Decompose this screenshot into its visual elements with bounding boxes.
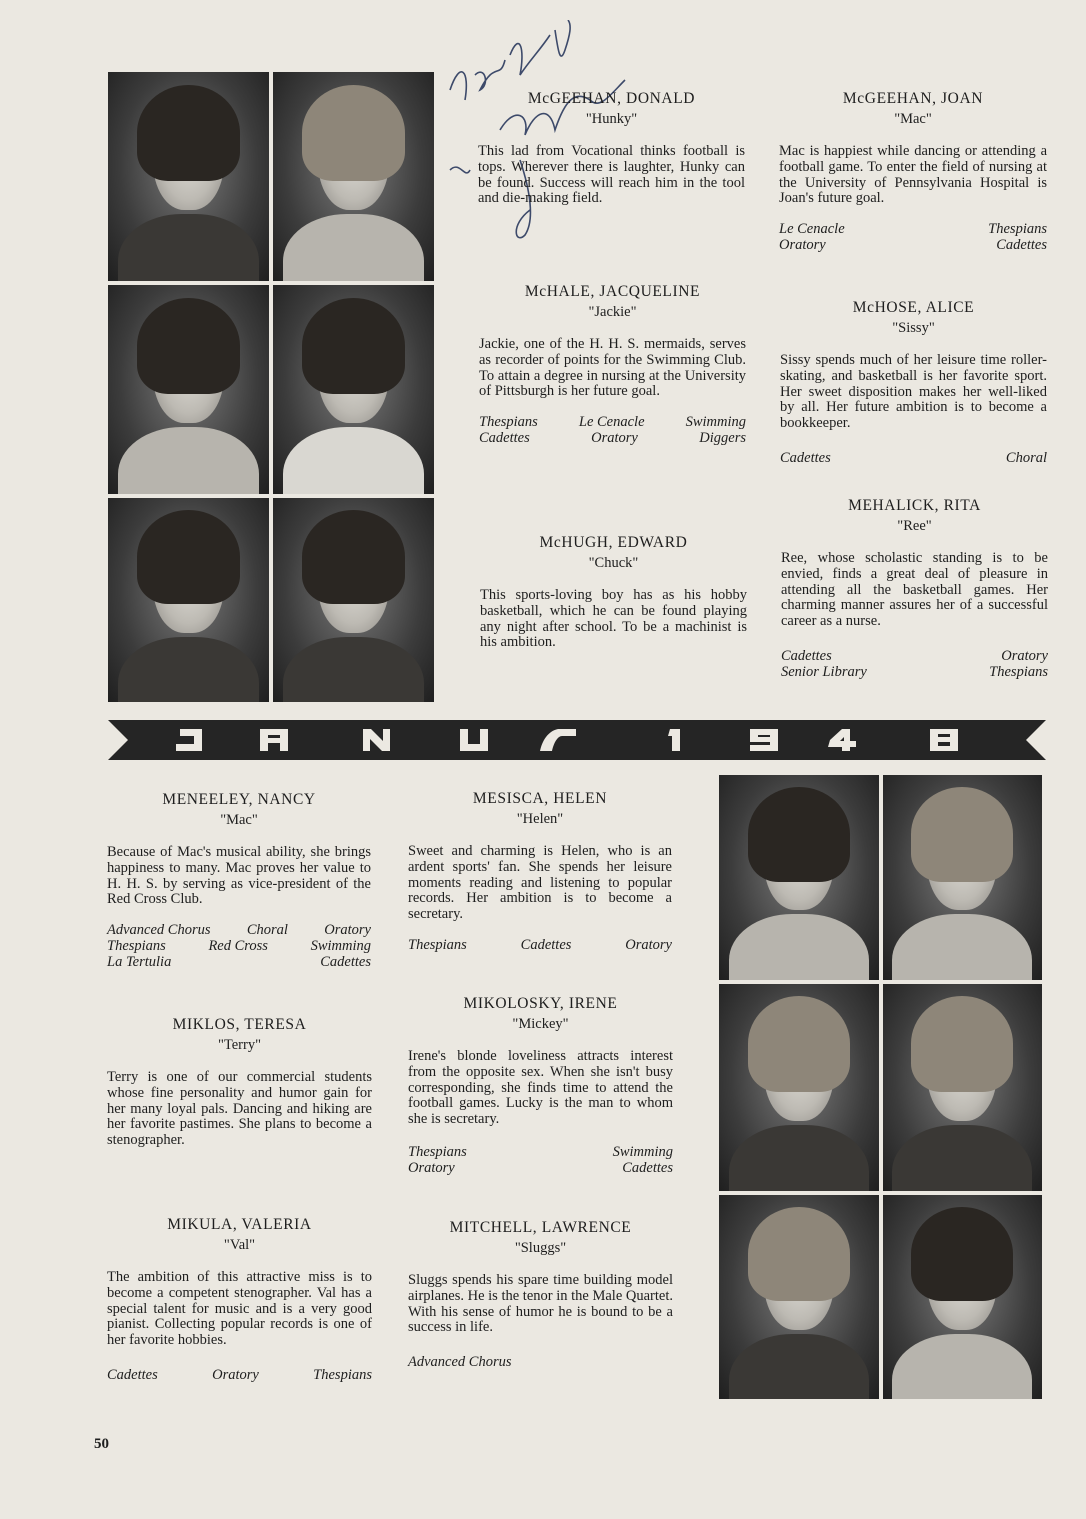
portrait-mikula-valeria	[719, 1195, 879, 1399]
portrait-mcgeehan-joan	[273, 72, 434, 281]
activity: Swimming	[310, 938, 371, 955]
student-nickname: "Mickey"	[512, 1016, 569, 1032]
activity: Thespians	[479, 414, 538, 431]
activity: Cadettes	[996, 237, 1047, 254]
activity: La Tertulia	[107, 954, 172, 971]
student-bio: This sports-loving boy has as his hobby basketball, which he can be found playing any night after school. To be a machinist is his ambition.	[480, 587, 747, 651]
student-name: MIKLOS, TERESA	[172, 1016, 307, 1033]
activity: Thespians	[107, 938, 166, 955]
portrait-mchale-jacqueline	[108, 285, 269, 494]
entry-meneeley-nancy	[107, 791, 371, 970]
entry-mesisca-helen	[408, 790, 672, 953]
student-nickname: "Mac"	[894, 111, 932, 127]
student-nickname: "Jackie"	[588, 304, 637, 320]
activity: Oratory	[591, 430, 638, 447]
activity: Thespians	[989, 663, 1048, 680]
activities-list	[779, 221, 1047, 253]
portrait-mitchell-lawrence	[883, 1195, 1043, 1399]
activity: Thespians	[408, 936, 467, 953]
activity: Cadettes	[780, 449, 831, 466]
activity: Oratory	[1001, 647, 1048, 664]
month-banner	[108, 720, 1046, 760]
entry-mehalick-rita	[781, 497, 1048, 680]
student-nickname: "Chuck"	[588, 555, 639, 571]
student-bio: Jackie, one of the H. H. S. mermaids, serves as recorder of points for the Swimming Club. To attain a degree in nursing at the University of Pittsburgh is her future goal.	[479, 336, 746, 400]
entry-mchose-alice	[780, 299, 1047, 466]
activities-list	[780, 450, 1047, 466]
student-bio: Because of Mac's musical ability, she brings happiness to many. Mac proves her value to H. H. S. by serving as vice-president of the Red Cross Club.	[107, 844, 371, 908]
student-bio: The ambition of this attractive miss is to become a competent stenographer. Val has a special talent for music and is a very good pianist. Collecting popular records is one of her favorite hobbies.	[107, 1269, 372, 1349]
activity: Oratory	[625, 936, 672, 953]
student-bio: This lad from Vocational thinks football is tops. Wherever there is laughter, Hunky can be found. Success will reach him in the tool and die-making field.	[478, 143, 745, 207]
student-nickname: "Ree"	[897, 518, 932, 534]
activity: Choral	[1005, 449, 1047, 466]
student-name: MEHALICK, RITA	[848, 497, 981, 514]
student-name: MIKULA, VALERIA	[167, 1216, 312, 1233]
activity: Advanced Chorus	[107, 922, 211, 939]
activities-list	[408, 937, 672, 953]
student-bio: Mac is happiest while dancing or attending a football game. To enter the field of nursing at the University of Pennsylvania Hospital is Joan's future goal.	[779, 143, 1047, 207]
portrait-mesisca-helen	[883, 775, 1043, 980]
activities-list	[408, 1144, 673, 1176]
student-name: MESISCA, HELEN	[472, 790, 608, 807]
portrait-mchugh-edward	[108, 498, 269, 702]
student-nickname: "Terry"	[217, 1037, 262, 1053]
activity: Oratory	[779, 237, 826, 254]
student-nickname: "Sluggs"	[514, 1240, 567, 1256]
portrait-grid-bottom	[719, 775, 1042, 1401]
activity: Oratory	[408, 1159, 455, 1176]
activities-list	[107, 1367, 372, 1383]
portrait-mehalick-rita	[273, 498, 434, 702]
activities-list	[781, 648, 1048, 680]
portrait-mikolosky-irene	[883, 984, 1043, 1191]
entry-mcgeehan-donald	[478, 90, 745, 207]
activities-list	[107, 922, 371, 970]
activity: Oratory	[212, 1366, 259, 1383]
activity: Le Cenacle	[779, 221, 845, 238]
student-bio: Irene's blonde loveliness attracts interest from the opposite sex. When she isn't busy corresponding, she finds time to attend the football games. Lucky is the man to whom she is secretary.	[408, 1048, 673, 1128]
entry-mchale-jacqueline	[479, 283, 746, 446]
activity: Thespians	[988, 221, 1047, 238]
activity: Choral	[246, 922, 288, 939]
student-name: McGEEHAN, DONALD	[527, 90, 696, 107]
student-nickname: "Val"	[223, 1237, 256, 1253]
activity: Cadettes	[622, 1159, 673, 1176]
activities-list	[408, 1354, 673, 1370]
activity: Cadettes	[781, 647, 832, 664]
student-bio: Terry is one of our commercial students whose fine personality and humor gain for her many loyal pals. Dancing and hiking are her favorite pastimes. She plans to become a stenographer.	[107, 1069, 372, 1149]
activity: Thespians	[408, 1143, 467, 1160]
student-bio: Sweet and charming is Helen, who is an ardent sports' fan. She spends her leisure moments reading and listening to popular records. Her ambition is to become a secretary.	[408, 843, 672, 923]
student-name: MITCHELL, LAWRENCE	[449, 1219, 632, 1236]
activity: Swimming	[685, 414, 746, 431]
activity: Advanced Chorus	[408, 1354, 512, 1371]
portrait-mchose-alice	[273, 285, 434, 494]
activity: Cadettes	[320, 954, 371, 971]
page-number: 50	[94, 1436, 109, 1452]
activity: Cadettes	[520, 936, 572, 953]
student-nickname: "Helen"	[516, 811, 564, 827]
student-name: McHOSE, ALICE	[852, 299, 975, 316]
student-bio: Ree, whose scholastic standing is to be envied, finds a great deal of pleasure in attending all the basketball games. Her charming manner assures her of a successful career as a nurse.	[781, 550, 1048, 630]
activity: Diggers	[699, 430, 746, 447]
activity: Oratory	[324, 922, 371, 939]
activity: Cadettes	[107, 1366, 158, 1383]
student-name: McGEEHAN, JOAN	[842, 90, 984, 107]
entry-mikolosky-irene	[408, 995, 673, 1176]
entry-mikula-valeria	[107, 1216, 372, 1383]
student-nickname: "Mac"	[220, 812, 258, 828]
portrait-meneeley-nancy	[719, 775, 879, 980]
portrait-mcgeehan-donald	[108, 72, 269, 281]
student-name: MIKOLOSKY, IRENE	[463, 995, 618, 1012]
student-bio: Sissy spends much of her leisure time roller-skating, and basketball is her favorite sport. Her sweet disposition makes her well-liked by all. Her future ambition is to become a bookkeeper.	[780, 352, 1047, 432]
activity: Swimming	[612, 1143, 673, 1160]
activity: Red Cross	[208, 938, 268, 955]
entry-miklos-teresa	[107, 1016, 372, 1149]
student-nickname: "Sissy"	[892, 320, 935, 336]
activity: Senior Library	[781, 663, 867, 680]
student-name: MENEELEY, NANCY	[162, 791, 316, 808]
student-bio: Sluggs spends his spare time building model airplanes. He is the tenor in the Male Quartet. With his sense of humor he is bound to be a success in life.	[408, 1272, 673, 1336]
entry-mitchell-lawrence	[408, 1219, 673, 1370]
student-nickname: "Hunky"	[585, 111, 638, 127]
student-name: McHUGH, EDWARD	[539, 534, 688, 551]
entry-mchugh-edward	[480, 534, 747, 651]
portrait-miklos-teresa	[719, 984, 879, 1191]
activity: Cadettes	[479, 430, 530, 447]
activities-list	[479, 414, 746, 446]
entry-mcgeehan-joan	[779, 90, 1047, 253]
activity: Le Cenacle	[578, 414, 645, 431]
activity: Thespians	[313, 1366, 372, 1383]
portrait-grid-top	[108, 72, 434, 702]
student-name: McHALE, JACQUELINE	[524, 283, 701, 300]
